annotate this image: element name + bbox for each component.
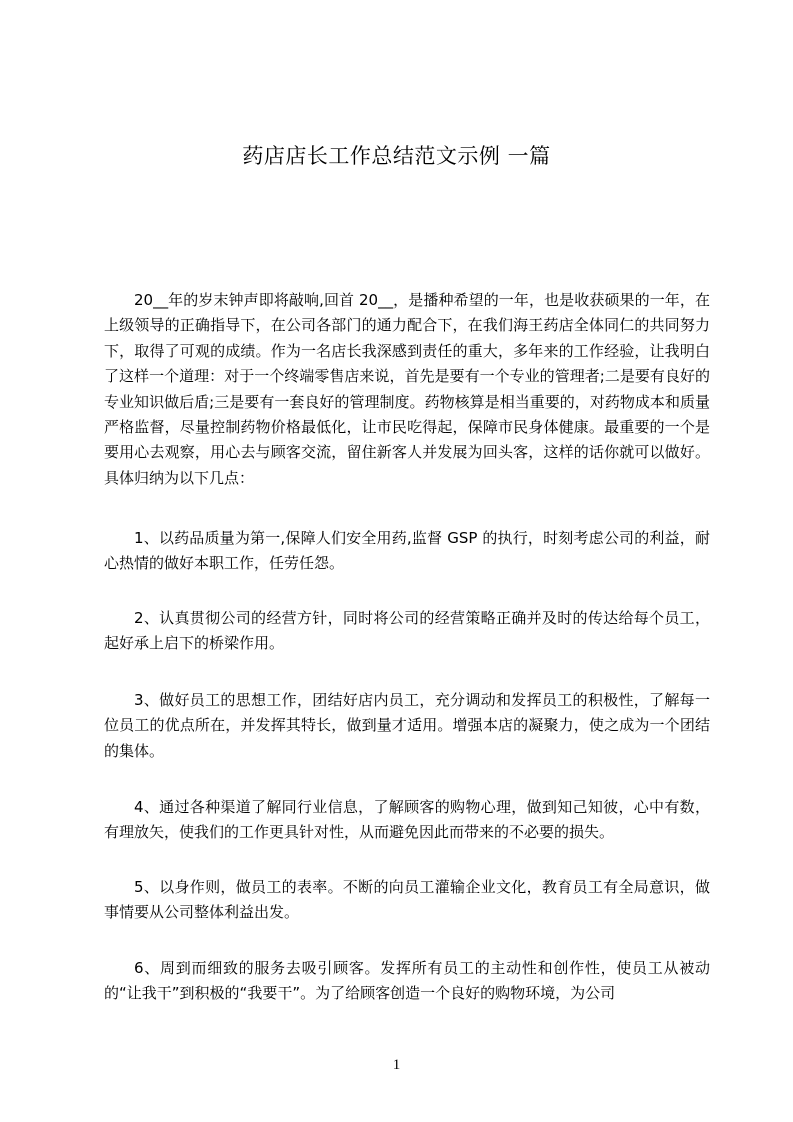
point-5-paragraph: 5、以身作则，做员工的表率。不断的向员工灌输企业文化，教育员工有全局意识，做事情要从公司整体利益出发。	[104, 878, 710, 922]
point-2-paragraph: 2、认真贯彻公司的经营方针，同时将公司的经营策略正确并及时的传达给每个员工，起好承上启下的桥梁作用。	[104, 609, 710, 653]
page-number: 1	[392, 1057, 401, 1073]
point-1-paragraph: 1、以药品质量为第一,保障人们安全用药,监督 GSP 的执行，时刻考虑公司的利益，耐心热情的做好本职工作，任劳任怨。	[104, 529, 710, 573]
point-6-paragraph: 6、周到而细致的服务去吸引顾客。发挥所有员工的主动性和创作性，使员工从被动的“让我干”到积极的“我要干”。为了给顾客创造一个良好的购物环境，为公司	[104, 959, 710, 1003]
intro-paragraph: 20__年的岁末钟声即将敲响,回首 20__，是播种希望的一年，也是收获硕果的一年，在上级领导的正确指导下，在公司各部门的通力配合下，在我们海王药店全体同仁的共同努力下，取得了可观的成绩。作为一名店长我深感到责任的重大，多年来的工作经验，让我明白了这样一个道理：对于一个终端零售店来说，首先是要有一个专业的管理者;二是要有良好的专业知识做后盾;三是要有一套良好的管理制度。药物核算是相当重要的，对药物成本和质量严格监督，尽量控制药物价格最低化，让市民吃得起，保障市民身体健康。最重要的一个是要用心去观察，用心去与顾客交流，留住新客人并发展为回头客，这样的话你就可以做好。具体归纳为以下几点：	[104, 291, 710, 487]
point-3-paragraph: 3、做好员工的思想工作，团结好店内员工，充分调动和发挥员工的积极性，了解每一位员工的优点所在，并发挥其特长，做到量才适用。增强本店的凝聚力，使之成为一个团结的集体。	[104, 691, 710, 760]
document-title: 药店店长工作总结范文示例 一篇	[242, 144, 551, 168]
point-4-paragraph: 4、通过各种渠道了解同行业信息，了解顾客的购物心理，做到知己知彼，心中有数，有理放矢，使我们的工作更具针对性，从而避免因此而带来的不必要的损失。	[104, 798, 710, 842]
